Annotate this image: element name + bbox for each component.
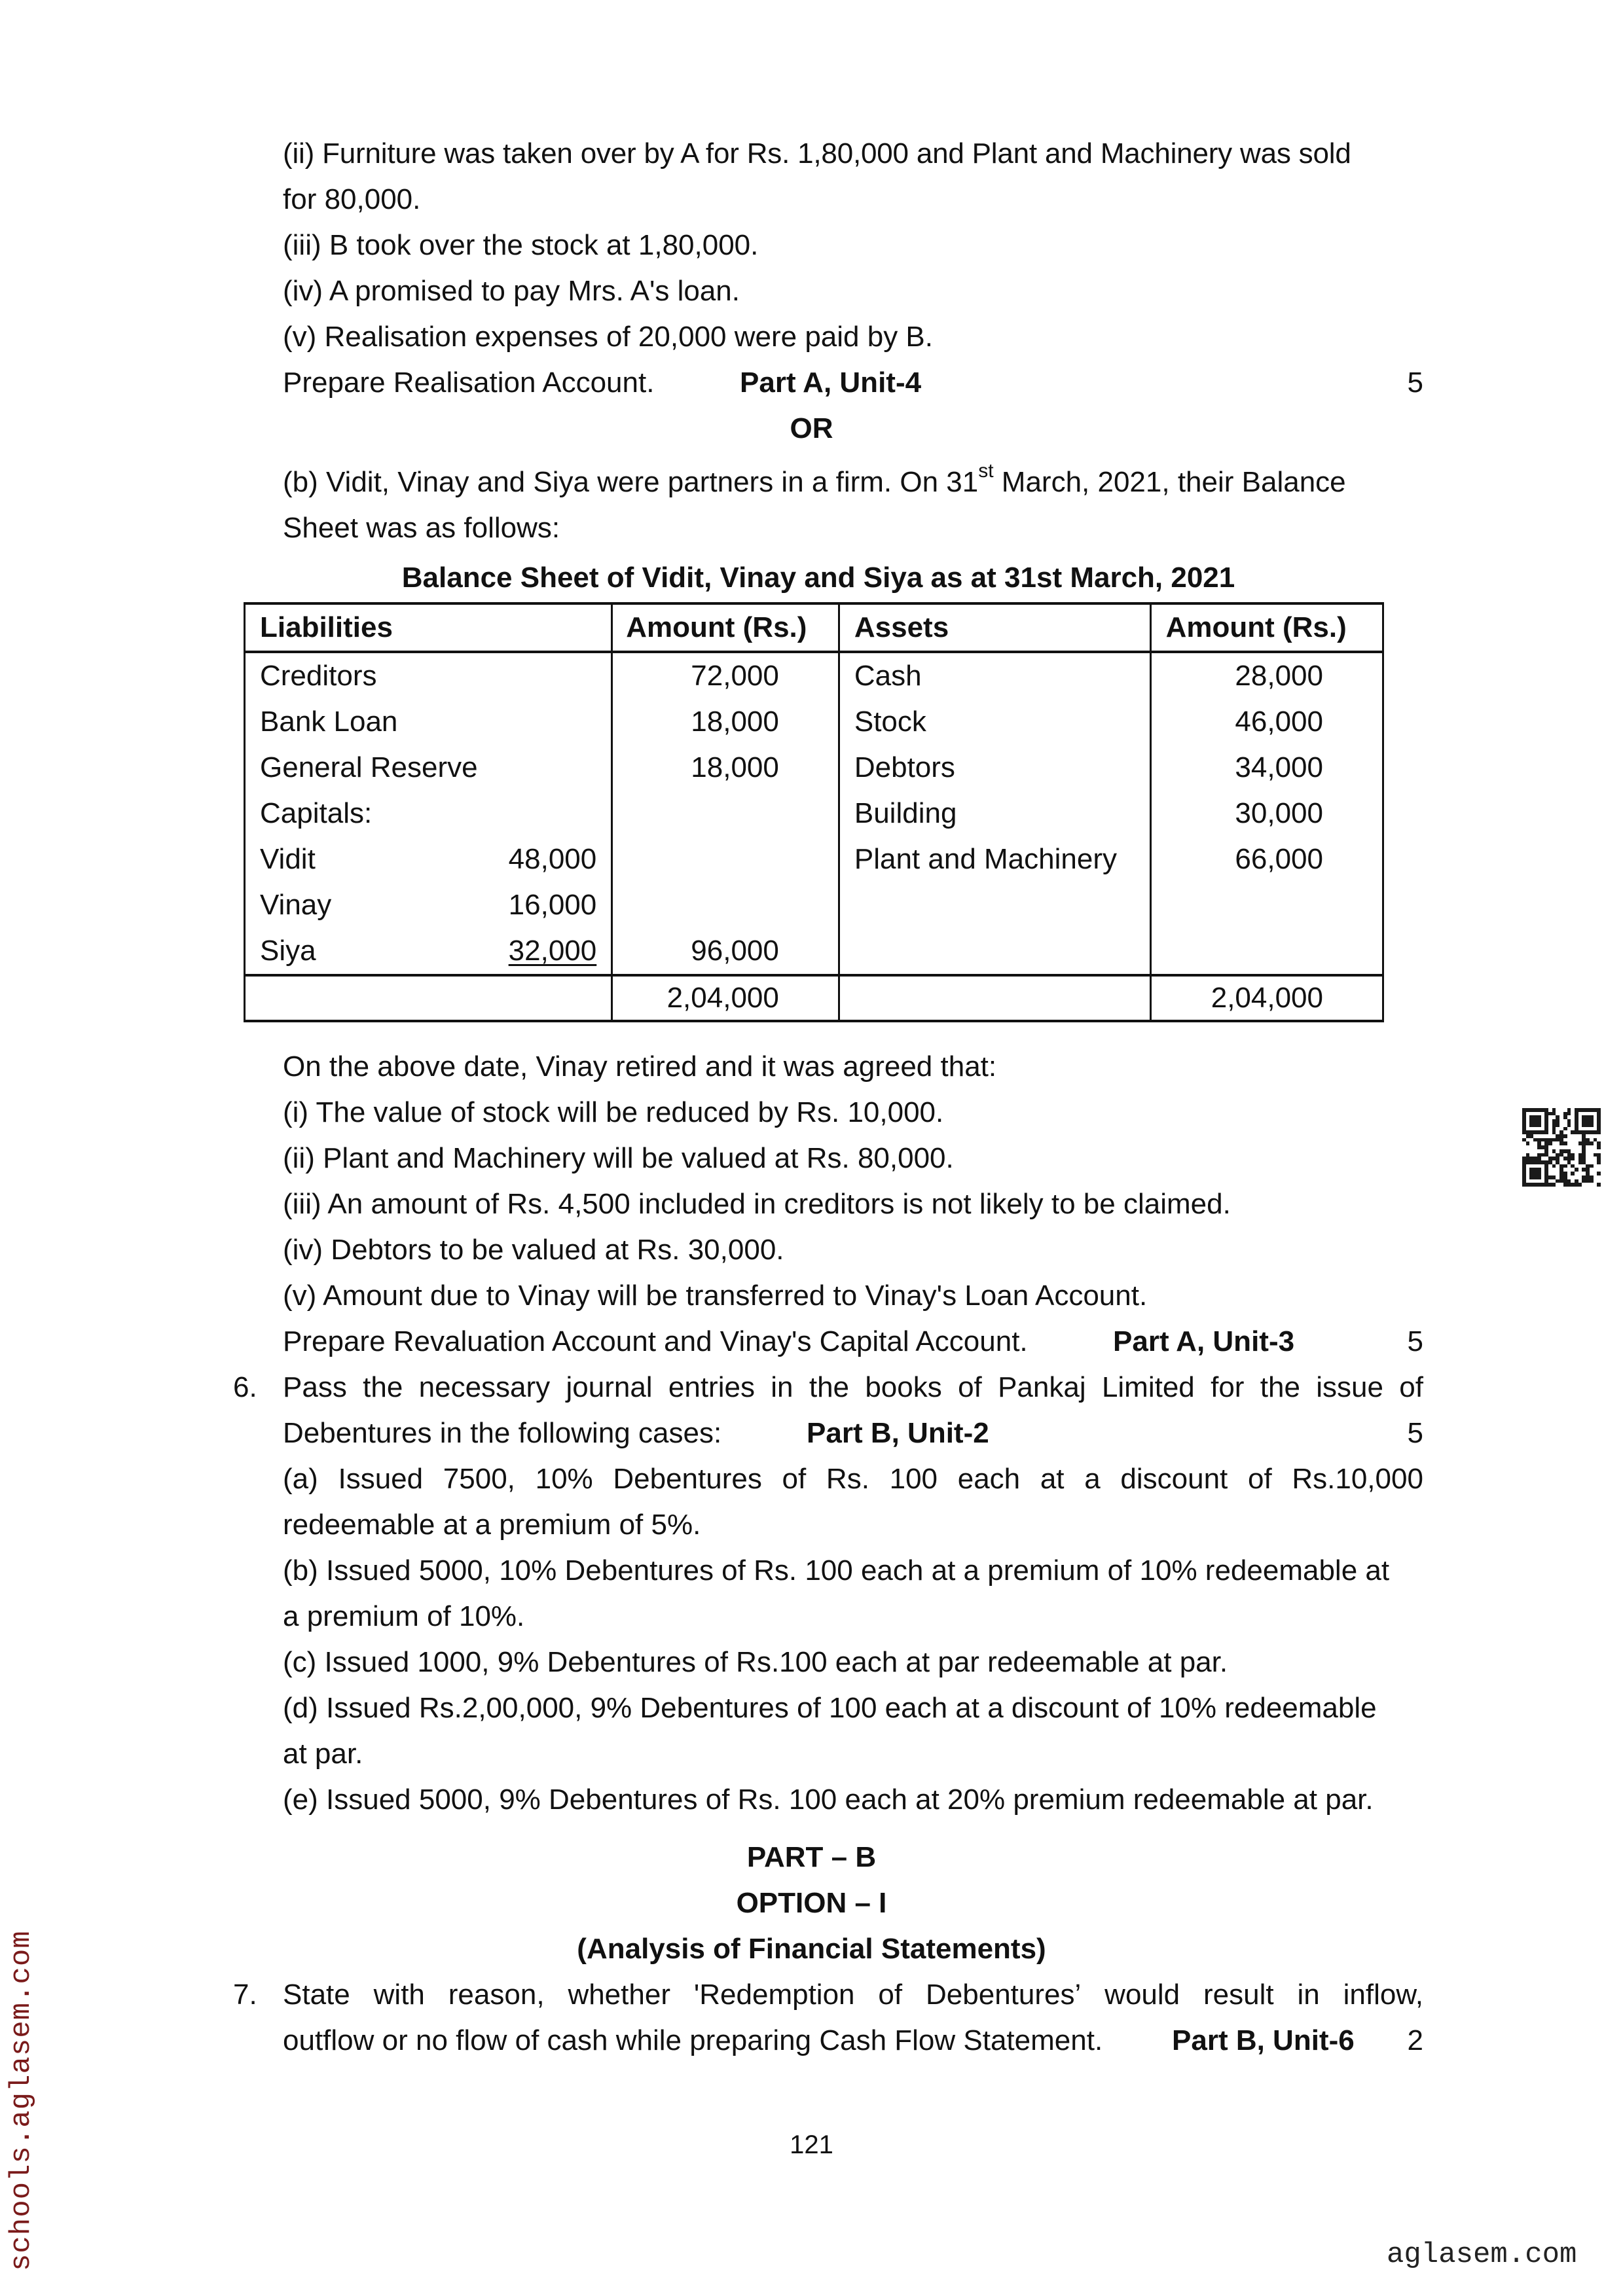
- liability-cell: [245, 836, 612, 882]
- q5a-instruction: Prepare Realisation Account.: [283, 367, 655, 399]
- q5b-instruction: Prepare Revaluation Account and Vinay's Capital Account.: [283, 1325, 1028, 1357]
- q5b-intro-line1: [283, 460, 1346, 502]
- word: the: [809, 1371, 850, 1403]
- q6-item-d-line2: at par.: [283, 1738, 363, 1770]
- asset-amount: [1150, 928, 1383, 975]
- asset-name: Debtors: [839, 745, 1150, 791]
- word: Debentures’: [926, 1979, 1082, 2011]
- word: for: [1211, 1371, 1245, 1403]
- asset-amount: 30,000: [1150, 791, 1383, 836]
- asset-amount: [1150, 882, 1383, 928]
- liability-cell: [245, 652, 612, 699]
- partner-capital-amount: [498, 751, 596, 784]
- q5a-item-iii: (iii) B took over the stock at 1,80,000.: [283, 229, 759, 261]
- liability-line: [260, 843, 596, 876]
- q5a-item-ii-text: (ii) Furniture was taken over by A for Rs. 1,80,000 and Plant and Machinery was sold: [283, 137, 1351, 170]
- page-number: 121: [790, 2130, 833, 2159]
- liability-cell: [245, 699, 612, 745]
- word: Rs.10,000: [1292, 1463, 1423, 1495]
- asset-amount: 34,000: [1150, 745, 1383, 791]
- word: a: [1084, 1463, 1101, 1495]
- word: necessary: [418, 1371, 551, 1403]
- balance-sheet-row: [245, 652, 1383, 699]
- q5b-agreement-intro: On the above date, Vinay retired and it was agreed that:: [283, 1050, 997, 1083]
- liability-cell: [245, 882, 612, 928]
- q5a-item-v: (v) Realisation expenses of 20,000 were paid by B.: [283, 321, 934, 353]
- word: in: [1297, 1979, 1320, 2011]
- q5b-intro-line2: Sheet was as follows:: [283, 512, 560, 544]
- part-b-heading: PART – B: [746, 1841, 877, 1873]
- word: books: [865, 1371, 942, 1403]
- total-assets-amount: 2,04,000: [1150, 975, 1383, 1021]
- total-assets-label: [839, 975, 1150, 1021]
- liability-amount: 18,000: [612, 699, 839, 745]
- asset-name: Cash: [839, 652, 1150, 699]
- word: of: [958, 1371, 982, 1403]
- partner-capital-amount: 48,000: [508, 843, 597, 875]
- liability-name: Capitals:: [260, 797, 373, 829]
- word: reason,: [448, 1979, 545, 2011]
- word: Issued: [338, 1463, 424, 1495]
- q5b-marks: 5: [1407, 1325, 1423, 1357]
- ordinal-suffix: st: [978, 460, 994, 482]
- word: Debentures: [613, 1463, 762, 1495]
- header-assets: Assets: [839, 603, 1150, 652]
- word: would: [1104, 1979, 1180, 2011]
- partner-capital-amount: [498, 706, 596, 738]
- asset-name: Stock: [839, 699, 1150, 745]
- word: Rs.: [826, 1463, 869, 1495]
- word: issue: [1316, 1371, 1383, 1403]
- q6-item-a-line1: [283, 1460, 1423, 1499]
- asset-amount: 66,000: [1150, 836, 1383, 882]
- asset-name: [839, 882, 1150, 928]
- balance-sheet-row: [245, 882, 1383, 928]
- word: the: [363, 1371, 403, 1403]
- liability-line: [260, 751, 596, 784]
- q7-reference: Part B, Unit-6: [1172, 2024, 1355, 2056]
- option-heading: OPTION – I: [736, 1887, 887, 1919]
- word: (a): [283, 1463, 318, 1495]
- word: with: [373, 1979, 425, 2011]
- q7-marks: 2: [1407, 2024, 1423, 2056]
- asset-amount: 28,000: [1150, 652, 1383, 699]
- q7-number: 7.: [233, 1979, 257, 2011]
- word: of: [878, 1979, 903, 2011]
- word: discount: [1120, 1463, 1228, 1495]
- q6-item-e: (e) Issued 5000, 9% Debentures of Rs. 100 each at 20% premium redeemable at par.: [283, 1784, 1374, 1816]
- q5b-item-i: (i) The value of stock will be reduced by Rs. 10,000.: [283, 1096, 944, 1128]
- header-liabilities: Liabilities: [245, 603, 612, 652]
- liability-amount: 96,000: [612, 928, 839, 975]
- q5a-item-iv: (iv) A promised to pay Mrs. A's loan.: [283, 275, 740, 307]
- balance-sheet-row: [245, 745, 1383, 791]
- asset-amount: 46,000: [1150, 699, 1383, 745]
- word: Limited: [1101, 1371, 1195, 1403]
- section-subtitle: (Analysis of Financial Statements): [577, 1933, 1046, 1965]
- liability-amount: [612, 791, 839, 836]
- word: 10%: [535, 1463, 593, 1495]
- word: Pankaj: [998, 1371, 1086, 1403]
- qr-code-icon: [1522, 1108, 1601, 1187]
- q5b-intro-text-cont: March, 2021, their Balance: [993, 466, 1346, 498]
- word: of: [1247, 1463, 1272, 1495]
- q5b-item-v: (v) Amount due to Vinay will be transferred to Vinay's Loan Account.: [283, 1280, 1148, 1312]
- side-watermark: schools.aglasem.com: [5, 1930, 38, 2271]
- partner-capital-amount: [498, 660, 596, 692]
- word: 'Redemption: [693, 1979, 855, 2011]
- balance-sheet-row: [245, 836, 1383, 882]
- liability-amount: 18,000: [612, 745, 839, 791]
- word: the: [1260, 1371, 1300, 1403]
- q5a-item-ii-line1: [283, 134, 1423, 173]
- word: each: [957, 1463, 1021, 1495]
- balance-sheet-table: [244, 602, 1384, 1022]
- word: entries: [668, 1371, 755, 1403]
- q5a-item-ii-line2: for 80,000.: [283, 183, 421, 215]
- total-liabilities-amount: 2,04,000: [612, 975, 839, 1021]
- q5b-item-ii: (ii) Plant and Machinery will be valued at Rs. 80,000.: [283, 1142, 954, 1174]
- word: of: [782, 1463, 807, 1495]
- partner-capital-amount: 16,000: [508, 889, 597, 921]
- balance-sheet-total-row: [245, 975, 1383, 1021]
- balance-sheet-row: [245, 699, 1383, 745]
- word: result: [1203, 1979, 1274, 2011]
- q6-number: 6.: [233, 1371, 257, 1403]
- q5b-reference: Part A, Unit-3: [1113, 1325, 1295, 1357]
- partner-capital-amount: 32,000: [508, 935, 597, 967]
- word: 7500,: [443, 1463, 515, 1495]
- q6-marks: 5: [1407, 1417, 1423, 1449]
- word: Pass: [283, 1371, 347, 1403]
- word: 100: [889, 1463, 938, 1495]
- asset-name: Building: [839, 791, 1150, 836]
- q5a-marks: 5: [1407, 367, 1423, 399]
- liability-name: Bank Loan: [260, 706, 398, 738]
- liability-line: [260, 935, 596, 967]
- asset-name: Plant and Machinery: [839, 836, 1150, 882]
- liability-name: General Reserve: [260, 751, 478, 783]
- q6-item-c: (c) Issued 1000, 9% Debentures of Rs.100 each at par redeemable at par.: [283, 1646, 1228, 1678]
- q6-reference: Part B, Unit-2: [807, 1417, 989, 1449]
- word: at: [1040, 1463, 1065, 1495]
- q7-line1: [283, 1975, 1423, 2015]
- liability-cell: [245, 745, 612, 791]
- liability-name: Siya: [260, 935, 316, 967]
- q6-line2: Debentures in the following cases:: [283, 1417, 722, 1449]
- q6-item-b-line2: a premium of 10%.: [283, 1600, 525, 1632]
- liability-line: [260, 706, 596, 738]
- word: of: [1399, 1371, 1423, 1403]
- balance-sheet-row: [245, 791, 1383, 836]
- word: in: [771, 1371, 793, 1403]
- q6-item-b-line1: (b) Issued 5000, 10% Debentures of Rs. 100 each at a premium of 10% redeemable at: [283, 1554, 1390, 1587]
- liability-amount: [612, 882, 839, 928]
- liability-amount: [612, 836, 839, 882]
- q5b-item-iv: (iv) Debtors to be valued at Rs. 30,000.: [283, 1234, 784, 1266]
- word: journal: [566, 1371, 653, 1403]
- word: whether: [568, 1979, 670, 2011]
- liability-amount: 72,000: [612, 652, 839, 699]
- balance-sheet-header-row: [245, 603, 1383, 652]
- liability-cell: [245, 791, 612, 836]
- liability-name: Vinay: [260, 889, 332, 921]
- total-liabilities-label: [245, 975, 612, 1021]
- liability-line: [260, 797, 596, 830]
- word: State: [283, 1979, 350, 2011]
- balance-sheet-title: Balance Sheet of Vidit, Vinay and Siya as at 31st March, 2021: [401, 562, 1235, 594]
- q7-line2: outflow or no flow of cash while preparing Cash Flow Statement.: [283, 2024, 1103, 2056]
- bottom-watermark: aglasem.com: [1387, 2238, 1577, 2271]
- liability-name: Creditors: [260, 660, 377, 692]
- header-assets-amount: Amount (Rs.): [1150, 603, 1383, 652]
- liability-line: [260, 660, 596, 692]
- word: inflow,: [1343, 1979, 1423, 2011]
- balance-sheet-row: [245, 928, 1383, 975]
- partner-capital-amount: [498, 797, 596, 830]
- liability-name: Vidit: [260, 843, 316, 875]
- liability-line: [260, 889, 596, 922]
- header-liabilities-amount: Amount (Rs.): [612, 603, 839, 652]
- q5b-intro-text: (b) Vidit, Vinay and Siya were partners in a firm. On 31: [283, 466, 979, 498]
- q6-line1: [283, 1368, 1423, 1407]
- liability-cell: [245, 928, 612, 975]
- q5a-reference: Part A, Unit-4: [740, 367, 922, 399]
- q6-item-a-line2: redeemable at a premium of 5%.: [283, 1509, 701, 1541]
- or-separator: OR: [790, 412, 833, 444]
- asset-name: [839, 928, 1150, 975]
- q6-item-d-line1: (d) Issued Rs.2,00,000, 9% Debentures of 100 each at a discount of 10% redeemable: [283, 1692, 1377, 1724]
- q5b-item-iii: (iii) An amount of Rs. 4,500 included in creditors is not likely to be claimed.: [283, 1188, 1231, 1220]
